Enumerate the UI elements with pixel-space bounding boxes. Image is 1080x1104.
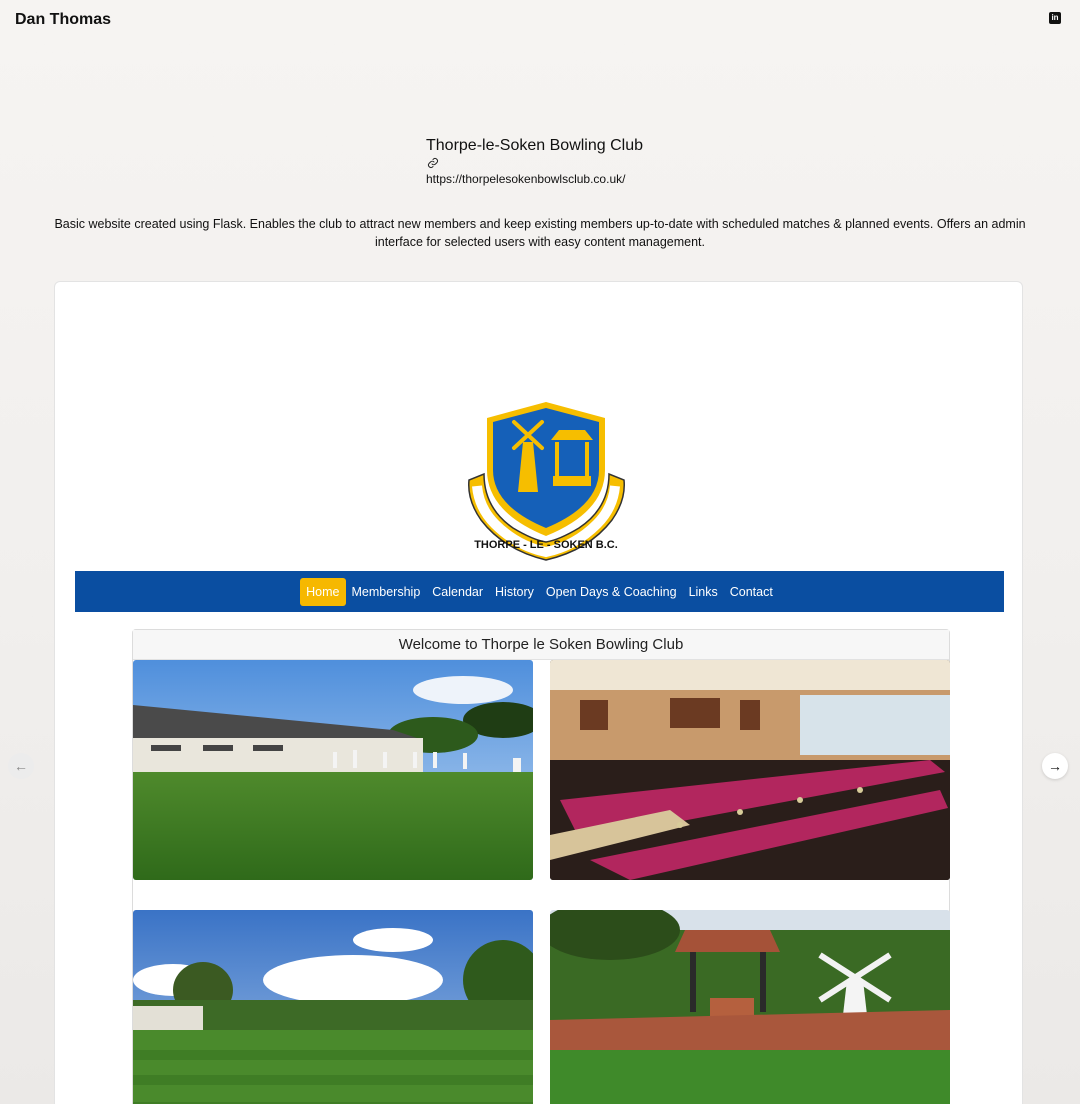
project-description: Basic website created using Flask. Enables the club to attract new members and keep existing members up-to-date with scheduled matches & planned events. Offers an admin interface for selected users with easy content management. xyxy=(54,217,1026,249)
nav-calendar[interactable]: Calendar xyxy=(432,584,484,599)
photo-clubhouse-dining-room xyxy=(550,660,950,880)
photo-bowling-green-wide xyxy=(133,910,533,1104)
logo-text: THORPE - LE - SOKEN B.C. xyxy=(474,539,618,551)
nav-open-days-coaching[interactable]: Open Days & Coaching xyxy=(545,584,677,599)
nav-history[interactable]: History xyxy=(495,584,534,599)
photo-bowling-green-clubhouse xyxy=(133,660,533,880)
welcome-title: Welcome to Thorpe le Soken Bowling Club xyxy=(133,630,949,660)
screenshot-card xyxy=(54,281,1023,1104)
site-navbar xyxy=(75,571,1004,612)
nav-membership[interactable]: Membership xyxy=(351,584,421,599)
project-title: Thorpe-le-Soken Bowling Club xyxy=(426,137,643,154)
club-logo xyxy=(459,400,634,565)
nav-contact[interactable]: Contact xyxy=(729,584,773,599)
project-url-link[interactable]: https://thorpelesokenbowlsclub.co.uk/ xyxy=(426,172,626,186)
arrow-right-icon[interactable]: → xyxy=(1042,753,1068,779)
link-icon xyxy=(427,157,439,169)
nav-links[interactable]: Links xyxy=(688,584,718,599)
nav-home[interactable]: Home xyxy=(300,578,345,606)
photo-garden-well-windmill xyxy=(550,910,950,1104)
brand-name[interactable]: Dan Thomas xyxy=(15,11,112,28)
arrow-left-icon[interactable]: ← xyxy=(8,753,34,779)
linkedin-icon[interactable]: in xyxy=(1049,12,1061,24)
